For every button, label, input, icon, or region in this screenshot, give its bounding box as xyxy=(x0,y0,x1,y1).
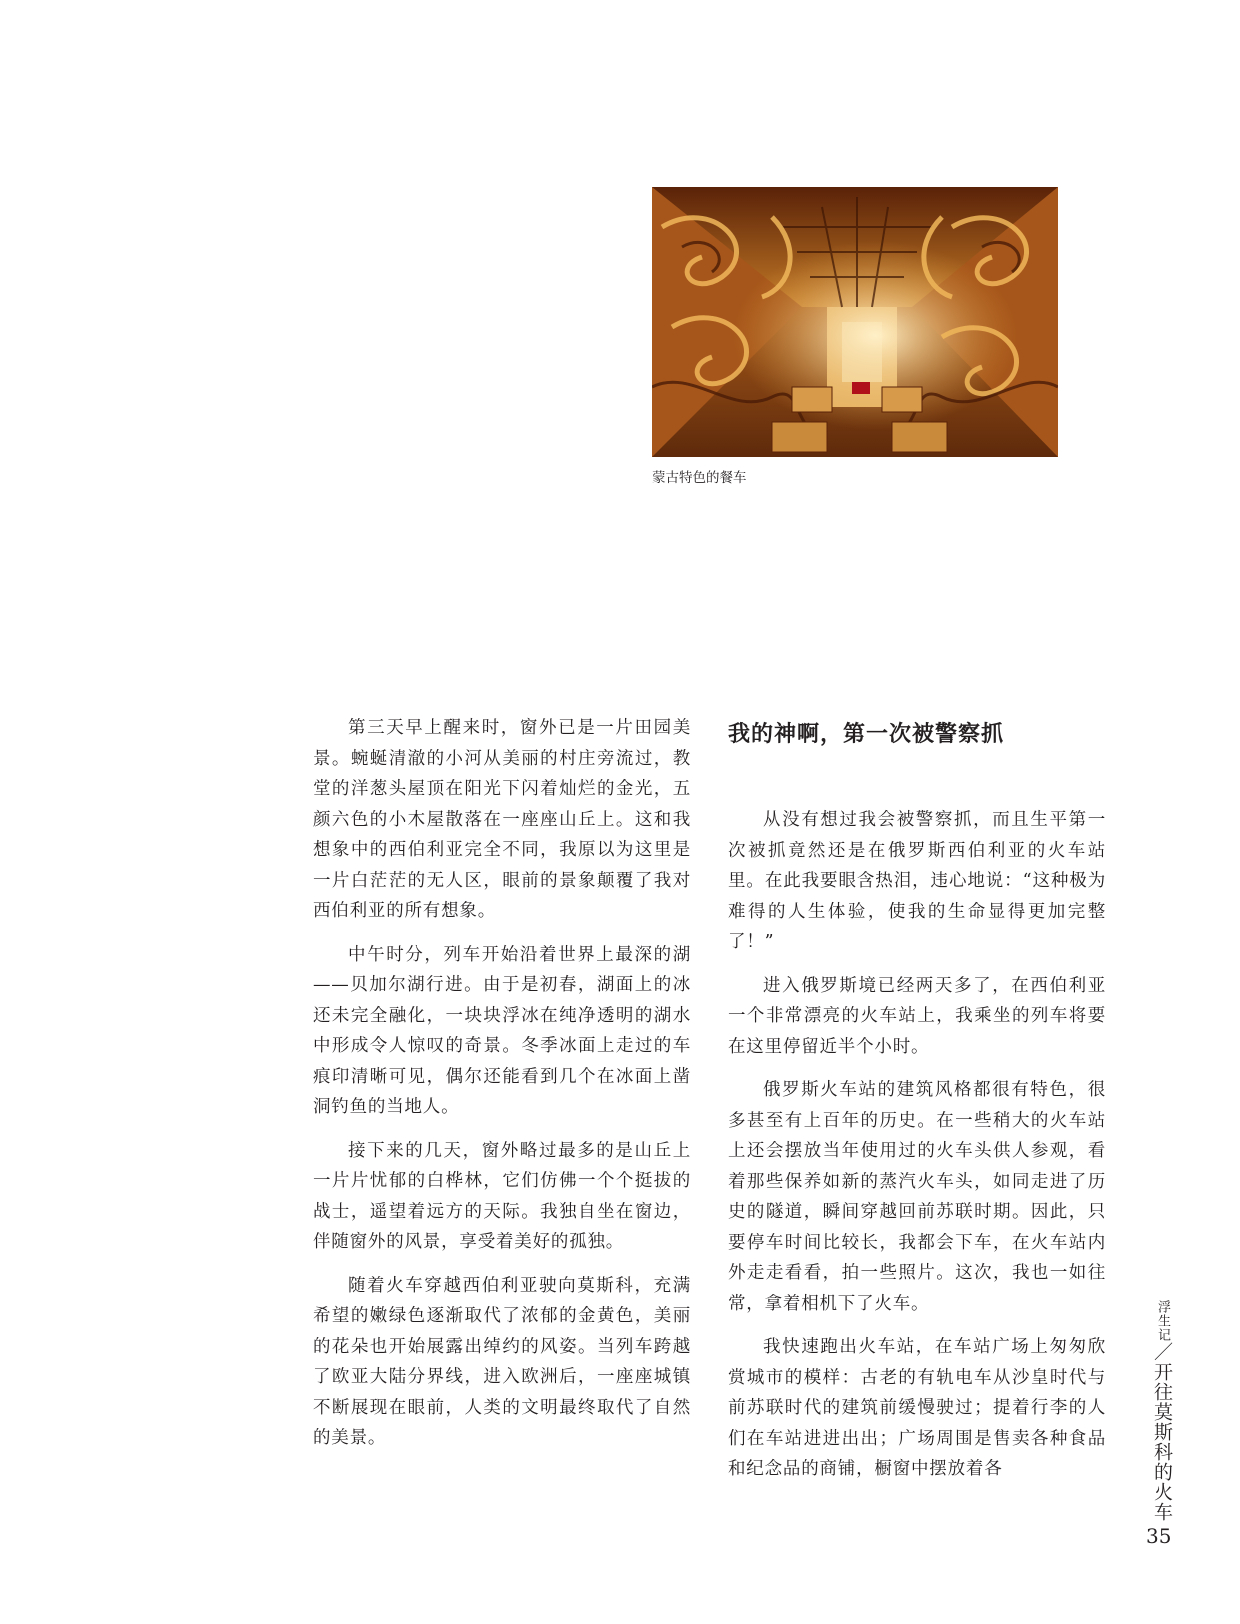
left-text-column xyxy=(313,713,691,1467)
paragraph: 我快速跑出火车站，在车站广场上匆匆欣赏城市的模样：古老的有轨电车从沙皇时代与前苏联时代的建筑前缓慢驶过；提着行李的人们在车站进进出出；广场周围是售卖各种食品和纪念品的商铺，橱窗中摆放着各 xyxy=(728,1337,1106,1479)
paragraph: 第三天早上醒来时，窗外已是一片田园美景。蜿蜒清澈的小河从美丽的村庄旁流过，教堂的洋葱头屋顶在阳光下闪着灿烂的金光，五颜六色的小木屋散落在一座座山丘上。这和我想象中的西伯利亚完全不同，我原以为这里是一片白茫茫的无人区，眼前的景象颠覆了我对西伯利亚的所有想象。 xyxy=(313,718,691,921)
paragraph: 中午时分，列车开始沿着世界上最深的湖——贝加尔湖行进。由于是初春，湖面上的冰还未完全融化，一块块浮冰在纯净透明的湖水中形成令人惊叹的奇景。冬季冰面上走过的车痕印清晰可见，偶尔还能看到几个在冰面上凿洞钓鱼的当地人。 xyxy=(313,944,691,1117)
paragraph: 俄罗斯火车站的建筑风格都很有特色，很多甚至有上百年的历史。在一些稍大的火车站上还会摆放当年使用过的火车头供人参观，看着那些保养如新的蒸汽火车头，如同走进了历史的隧道，瞬间穿越回前苏联时期。因此，只要停车时间比较长，我都会下车，在火车站内外走走看看，拍一些照片。这次，我也一如往常，拿着相机下了火车。 xyxy=(728,1080,1106,1314)
paragraph: 进入俄罗斯境已经两天多了，在西伯利亚一个非常漂亮的火车站上，我乘坐的列车将要在这里停留近半个小时。 xyxy=(728,975,1106,1057)
paragraph: 从没有想过我会被警察抓，而且生平第一次被抓竟然还是在俄罗斯西伯利亚的火车站里。在此我要眼含热泪，违心地说：“这种极为难得的人生体验，使我的生命显得更加完整了！” xyxy=(728,810,1106,952)
section-heading: 我的神啊，第一次被警察抓 xyxy=(728,722,1005,747)
dining-car-illustration xyxy=(652,187,1058,457)
running-head xyxy=(1146,1300,1176,1522)
running-head-separator: ／ xyxy=(1151,1342,1173,1362)
paragraph: 随着火车穿越西伯利亚驶向莫斯科，充满希望的嫩绿色逐渐取代了浓郁的金黄色，美丽的花朵也开始展露出绰约的风姿。当列车跨越了欧亚大陆分界线，进入欧洲后，一座座城镇不断展现在眼前，人类的文明最终取代了自然的美景。 xyxy=(313,1275,691,1448)
page-number: 35 xyxy=(1146,1524,1172,1548)
paragraph: 接下来的几天，窗外略过最多的是山丘上一片片忧郁的白桦林，它们仿佛一个个挺拔的战士，遥望着远方的天际。我独自坐在窗边，伴随窗外的风景，享受着美好的孤独。 xyxy=(313,1140,691,1252)
dining-car-photo xyxy=(652,187,1058,457)
running-head-title: 开往莫斯科的火车 xyxy=(1151,1362,1173,1522)
photo-caption: 蒙古特色的餐车 xyxy=(652,470,747,486)
running-head-series: 浮生记 xyxy=(1155,1300,1170,1342)
right-text-column xyxy=(728,805,1106,1498)
